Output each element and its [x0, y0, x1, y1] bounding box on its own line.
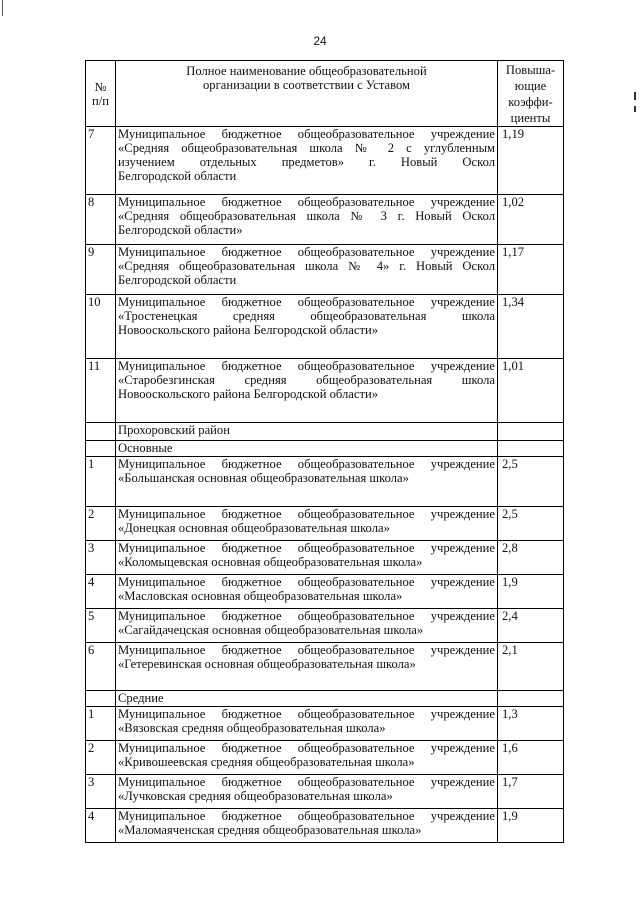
row-number: 7: [86, 127, 116, 195]
organization-name-line: «Большанская основная общеобразовательная школа»: [118, 471, 409, 485]
header-coefficient-line: ющие: [514, 79, 547, 93]
coefficient-value: 2,1: [498, 643, 564, 691]
organization-name-line: Муниципальное бюджетное общеобразовательное учреждение: [118, 195, 495, 209]
coefficient-value: 2,5: [498, 507, 564, 541]
header-name-line: организации в соответствии с Уставом: [202, 78, 411, 92]
table-header-row: [86, 61, 564, 127]
header-number-line: п/п: [92, 93, 109, 108]
row-number: 2: [86, 507, 116, 541]
organization-name: [116, 809, 498, 843]
table-body: [86, 127, 564, 843]
table-row: [86, 195, 564, 245]
header-number-line: №: [94, 79, 107, 94]
table-row: [86, 775, 564, 809]
organization-name-line: «Коломыцевская основная общеобразовательная школа»: [118, 555, 423, 569]
header-name: [116, 61, 498, 127]
organization-name-line: Белгородской области: [118, 169, 237, 183]
organization-name-line: «Средняя общеобразовательная школа № 2 с углубленным: [118, 141, 495, 155]
table-row: [86, 609, 564, 643]
organization-name-line: «Гетеревинская основная общеобразовательная школа»: [118, 657, 416, 671]
header-coefficient-line: Повыша-: [505, 63, 556, 77]
organization-name: [116, 541, 498, 575]
organization-name: [116, 643, 498, 691]
organization-name-line: «Маломаяченская средняя общеобразовательная школа»: [118, 823, 422, 837]
row-number: 3: [86, 541, 116, 575]
organization-name-line: «Сагайдачецская основная общеобразовательная школа»: [118, 623, 424, 637]
organization-name-line: «Лучковская средняя общеобразовательная школа»: [118, 789, 393, 803]
organization-name-line: Белгородской области»: [118, 223, 243, 237]
organization-name-line: Муниципальное бюджетное общеобразовательное учреждение: [118, 775, 495, 789]
table-row: [86, 707, 564, 741]
organization-name-line: Муниципальное бюджетное общеобразовательное учреждение: [118, 809, 495, 823]
coefficient-value: 1,3: [498, 707, 564, 741]
row-number: 3: [86, 775, 116, 809]
organization-name: [116, 707, 498, 741]
table-row: [86, 359, 564, 423]
organization-name-line: Муниципальное бюджетное общеобразовательное учреждение: [118, 245, 495, 259]
organization-name-line: «Средняя общеобразовательная школа № 4» г. Новый Оскол: [118, 259, 495, 273]
section-number-cell: [86, 691, 116, 707]
row-number: 8: [86, 195, 116, 245]
organization-name: [116, 245, 498, 295]
institutions-table: [85, 60, 564, 843]
coefficient-value: 1,01: [498, 359, 564, 423]
page-number: 24: [313, 34, 327, 48]
organization-name-line: Муниципальное бюджетное общеобразовательное учреждение: [118, 457, 495, 471]
coefficient-value: 1,9: [498, 809, 564, 843]
section-row: [86, 441, 564, 457]
coefficient-value: 2,4: [498, 609, 564, 643]
row-number: 1: [86, 707, 116, 741]
organization-name: [116, 295, 498, 359]
coefficient-value: 1,02: [498, 195, 564, 245]
organization-name: [116, 575, 498, 609]
organization-name-line: Муниципальное бюджетное общеобразовательное учреждение: [118, 707, 495, 721]
organization-name-line: Белгородской области: [118, 273, 237, 287]
header-coefficient-line: коэффи-: [508, 95, 553, 109]
organization-name-line: «Старобезгинская средняя общеобразовательная школа: [118, 373, 495, 387]
organization-name: [116, 775, 498, 809]
organization-name-line: Новооскольского района Белгородской области»: [118, 387, 378, 401]
organization-name-line: изучением отдельных предметов» г. Новый Оскол: [118, 155, 495, 169]
organization-name-line: «Вязовская средняя общеобразовательная школа»: [118, 721, 386, 735]
organization-name: [116, 507, 498, 541]
section-coefficient-cell: [498, 441, 564, 457]
row-number: 4: [86, 809, 116, 843]
header-coefficient: [498, 61, 564, 127]
coefficient-value: 1,9: [498, 575, 564, 609]
scan-edge-mark: [2, 0, 3, 16]
coefficient-value: 1,7: [498, 775, 564, 809]
table-row: [86, 127, 564, 195]
organization-name-line: Муниципальное бюджетное общеобразовательное учреждение: [118, 295, 495, 309]
organization-name-line: «Донецкая основная общеобразовательная школа»: [118, 521, 390, 535]
section-coefficient-cell: [498, 423, 564, 441]
section-coefficient-cell: [498, 691, 564, 707]
row-number: 9: [86, 245, 116, 295]
header-name-line: Полное наименование общеобразовательной: [186, 64, 427, 78]
row-number: 6: [86, 643, 116, 691]
table-row: [86, 741, 564, 775]
row-number: 5: [86, 609, 116, 643]
row-number: 2: [86, 741, 116, 775]
organization-name-line: Муниципальное бюджетное общеобразовательное учреждение: [118, 541, 495, 555]
table-row: [86, 245, 564, 295]
row-number: 10: [86, 295, 116, 359]
coefficient-value: 1,17: [498, 245, 564, 295]
table-row: [86, 295, 564, 359]
organization-name-line: Муниципальное бюджетное общеобразовательное учреждение: [118, 575, 495, 589]
organization-name-line: Муниципальное бюджетное общеобразовательное учреждение: [118, 507, 495, 521]
organization-name-line: «Масловская основная общеобразовательная школа»: [118, 589, 403, 603]
header-coefficient-line: циенты: [510, 111, 551, 125]
header-number: [86, 61, 116, 127]
row-number: 11: [86, 359, 116, 423]
coefficient-value: 1,19: [498, 127, 564, 195]
table-row: [86, 507, 564, 541]
section-number-cell: [86, 441, 116, 457]
scan-margin-mark: [634, 106, 636, 112]
table-row: [86, 541, 564, 575]
organization-name-line: Муниципальное бюджетное общеобразовательное учреждение: [118, 643, 495, 657]
coefficient-value: 1,6: [498, 741, 564, 775]
organization-name-line: Муниципальное бюджетное общеобразовательное учреждение: [118, 359, 495, 373]
section-row: [86, 691, 564, 707]
organization-name-line: «Тростенецкая средняя общеобразовательная школа: [118, 309, 495, 323]
organization-name-line: «Кривошеевская средняя общеобразовательная школа»: [118, 755, 415, 769]
section-title: Основные: [116, 441, 498, 457]
organization-name: [116, 741, 498, 775]
section-title: Прохоровский район: [116, 423, 498, 441]
organization-name: [116, 195, 498, 245]
table-row: [86, 809, 564, 843]
table-row: [86, 643, 564, 691]
coefficient-value: 2,5: [498, 457, 564, 507]
section-number-cell: [86, 423, 116, 441]
organization-name: [116, 609, 498, 643]
coefficient-value: 2,8: [498, 541, 564, 575]
table-row: [86, 457, 564, 507]
organization-name: [116, 127, 498, 195]
row-number: 1: [86, 457, 116, 507]
organization-name: [116, 457, 498, 507]
organization-name-line: «Средняя общеобразовательная школа № 3 г. Новый Оскол: [118, 209, 495, 223]
row-number: 4: [86, 575, 116, 609]
organization-name-line: Новооскольского района Белгородской области»: [118, 323, 378, 337]
organization-name-line: Муниципальное бюджетное общеобразовательное учреждение: [118, 741, 495, 755]
organization-name-line: Муниципальное бюджетное общеобразовательное учреждение: [118, 127, 495, 141]
section-title: Средние: [116, 691, 498, 707]
organization-name-line: Муниципальное бюджетное общеобразовательное учреждение: [118, 609, 495, 623]
section-row: [86, 423, 564, 441]
scan-margin-mark: [634, 92, 636, 100]
coefficient-value: 1,34: [498, 295, 564, 359]
organization-name: [116, 359, 498, 423]
table-row: [86, 575, 564, 609]
